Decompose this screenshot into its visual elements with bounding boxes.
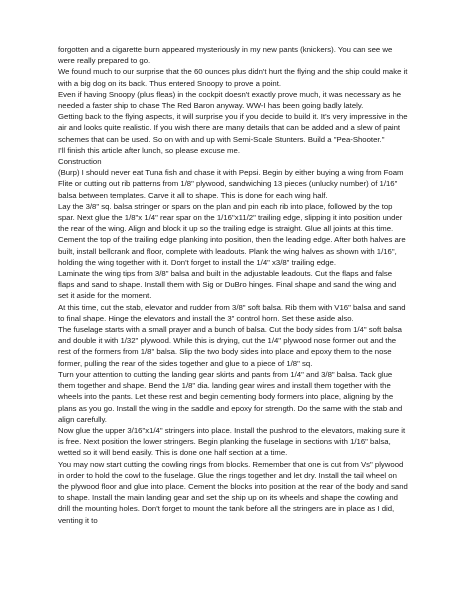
- paragraph: Now glue the upper 3/16"x1/4" stringers into place. Install the pushrod to the elevators, making sure it is free. Next position the lower stringers. Begin planking the fuselage in sections with 1/16" balsa, wetted so it will bend easily. This is done one half section at a time.: [58, 425, 406, 458]
- paragraph: Turn your attention to cutting the landing gear skirts and pants from 1/4" and 3/8" balsa. Tack glue them together and shape. Bend the 1/8" dia. landing gear wires and install them together with the wheels into the pants. Let these rest and begin cementing body formers into place, aligning by the plans as you go. Install the wing in the saddle and epoxy for strength. Do the same with the stab and align carefully.: [58, 369, 403, 424]
- section-heading: Construction: [58, 157, 102, 167]
- paragraph: Lay the 3/8" sq. balsa stringer or spars on the plan and pin each rib into place, followed by the top spar. Next glue the 1/8"x 1/4" rear spar on the 1/16"x11/2" trailing edge, slipping it into position under the rear of the wing. Align and block it up so the trailing edge is straight. Glue all joints at this time. Cement the top of the trailing edge planking into position, then the leading edge. After both halves are built, install bellcrank and floor, complete with leadouts. Plank the wing halves as shown with 1/16", holding the wing together with it. Don't forget to install the 1/4" x3/8" trailing edge.: [58, 201, 406, 267]
- paragraph: Laminate the wing tips from 3/8" balsa and built in the adjustable leadouts. Cut the flaps and false flaps and sand to shape. Install them with Sig or DuBro hinges. Final shape and sand the wing and set it aside for the moment.: [58, 269, 397, 301]
- paragraph: We found much to our surprise that the 60 ounces plus didn't hurt the flying and the ship could make it with a big dog on its back. Thus entered Snoopy to prove a point.: [58, 67, 408, 88]
- paragraph: Even if having Snoopy (plus fleas) in the cockpit doesn't exactly prove much, it was necessary as he needed a faster ship to chase The Red Baron anyway. WW-I has been going badly lately.: [58, 89, 402, 111]
- paragraph: The fuselage starts with a small prayer and a bunch of balsa. Cut the body sides from 1/4" soft balsa and double it with 1/32" plywood. While this is drying, cut the 1/4" plywood nose former out and the rest of the formers from 1/8" balsa. Slip the two body sides into place and epoxy them to the nose former, pulling the rear of the sides together and glue to a piece of 1/8" sq.: [58, 325, 402, 368]
- paragraph: (Burp) I should never eat Tuna fish and chase it with Pepsi. Begin by either buying a wing from Foam Flite or cutting out rib patterns from 1/8" plywood, sandwiching 13 pieces (unlucky number) of 1/16" balsa between templates. Carve it all to shape. This is done for each wing half.: [58, 168, 404, 200]
- paragraph: forgotten and a cigarette burn appeared mysteriously in my new pants (knickers). You can see we were really prepared to go.: [58, 45, 393, 66]
- paragraph: At this time, cut the stab, elevator and rudder from 3/8" soft balsa. Rib them with V16" balsa and sand to final shape. Hinge the elevators and install the 3" control horn. Set these aside also.: [58, 302, 406, 323]
- paragraph: I'll finish this article after lunch, so please excuse me.: [58, 145, 240, 155]
- paragraph: You may now start cutting the cowling rings from blocks. Remember that one is cut from Vs" plywood in order to hold the cowl to the fuselage. Glue the rings together and let dry. Install the tail wheel on the plywood floor and glue into place. Cement the blocks into position at the rear of the body and sand to shape. Install the main landing gear and set the ship up on its wheels and shape the cowling and drill the mounting holes. Don't forget to mount the tank before all the stringers are in place as I did, venting it to: [58, 459, 408, 525]
- article-page: [58, 44, 408, 526]
- paragraph: Getting back to the flying aspects, it will surprise you if you decide to build it. It's very impressive in the air and looks quite realistic. If you wish there are many details that can be added and a slew of paint schemes that can be used. So on with and up with Semi-Scale Stunters. Build a "Pea-Shooter.": [58, 112, 408, 144]
